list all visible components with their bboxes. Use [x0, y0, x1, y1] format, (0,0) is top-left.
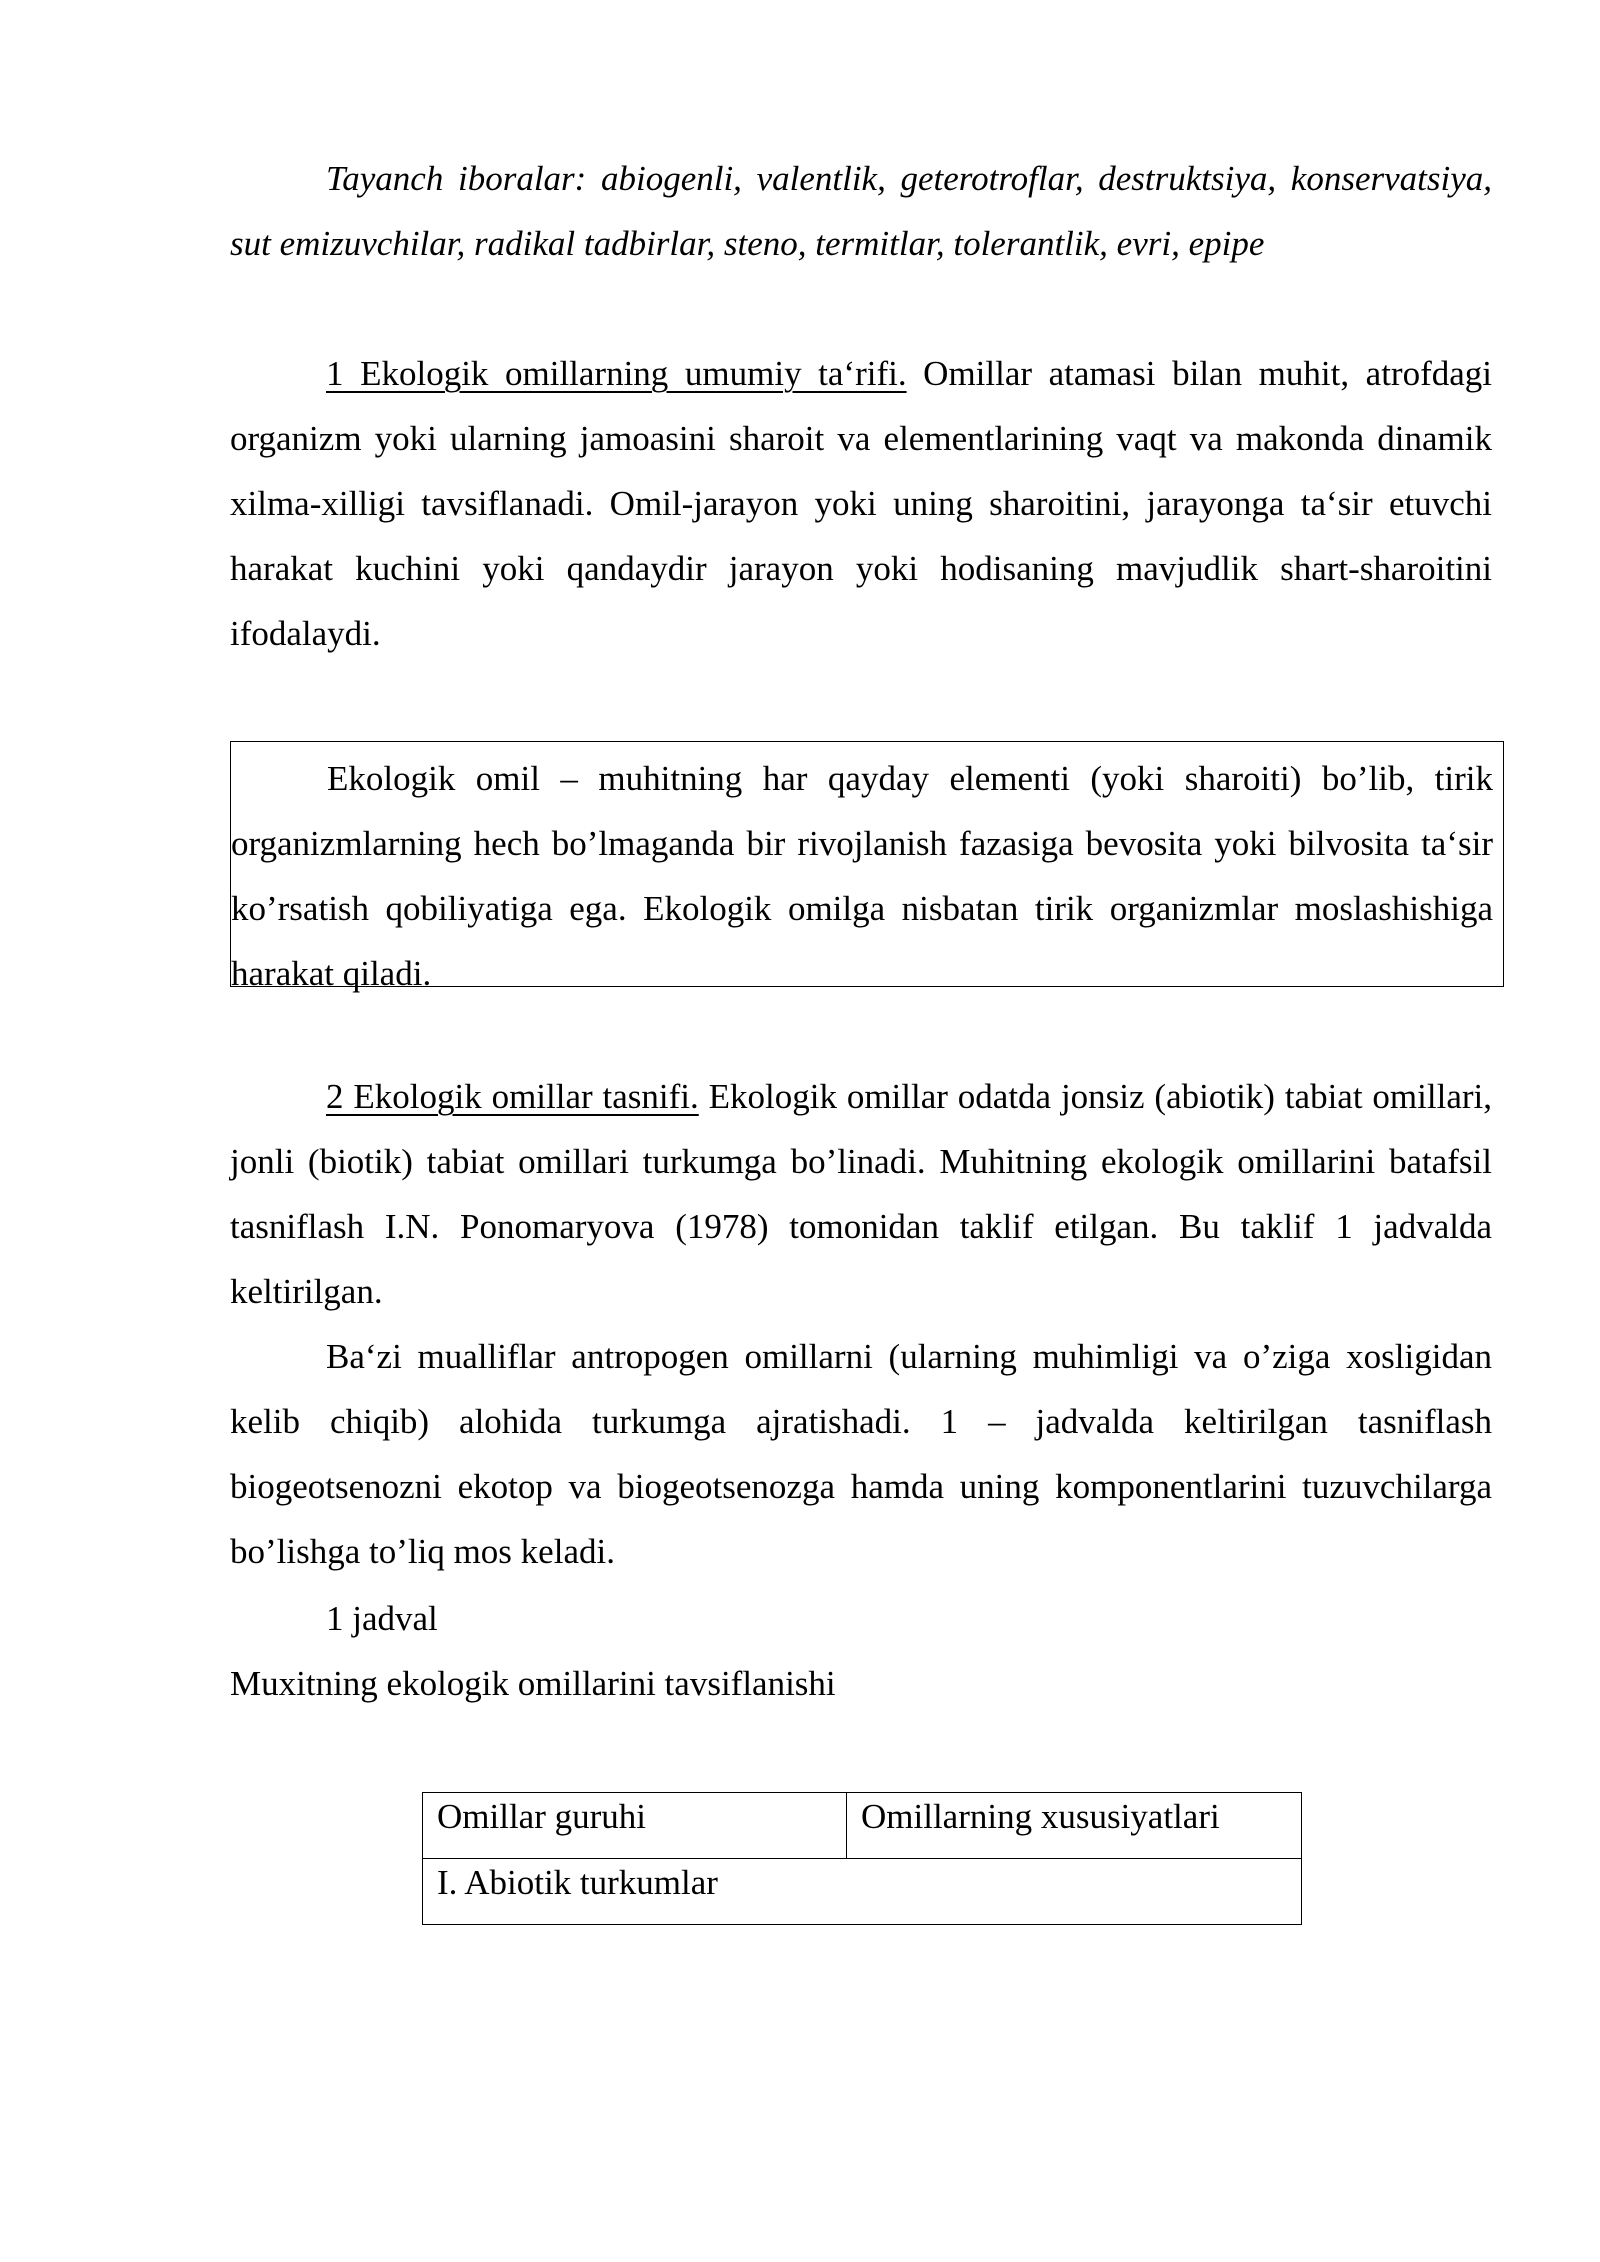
table-header-cell: Omillar guruhi — [423, 1793, 847, 1859]
section-3-paragraph: Ba‘zi mualliflar antropogen omillarni (ularning muhimligi va o’ziga xosligidan kelib chiqib) alohida turkumga ajratishadi. 1 – jadvalda keltirilgan tasniflash biogeotsenozni ekotop va biogeotsenozga hamda uning komponentlarini tuzuvchilarga bo’lishga to’liq mos keladi. — [230, 1337, 1492, 1571]
section-1-text: Omillar atamasi bilan muhit, atrofdagi organizm yoki ularning jamoasini sharoit va elementlarining vaqt va makonda dinamik xilma-xilligi tavsiflanadi. Omil-jarayon yoki uning sharoitini, jarayonga ta‘sir etuvchi harakat kuchini yoki qandaydir jarayon yoki hodisaning mavjudlik shart-sharoitini ifodalaydi. — [230, 354, 1492, 653]
table-title: Muxitning ekologik omillarini tavsiflanishi — [230, 1664, 836, 1703]
section-2-paragraph — [230, 1064, 1492, 1324]
table-row — [423, 1859, 1302, 1925]
section-2-heading: 2 Ekologik omillar tasnifi. — [326, 1077, 699, 1116]
classification-table — [422, 1792, 1302, 1925]
keywords-paragraph: Tayanch iboralar: abiogenli, valentlik, geterotroflar, destruktsiya, konservatsiya, sut emizuvchilar, radikal tadbirlar, steno, termitlar, tolerantlik, evri, epipe — [230, 159, 1492, 263]
table-header-cell: Omillarning xususiyatlari — [847, 1793, 1302, 1859]
definition-box — [230, 741, 1504, 993]
section-1-paragraph — [230, 341, 1492, 666]
table-number: 1 jadval — [326, 1599, 438, 1638]
table-cell: I. Abiotik turkumlar — [423, 1859, 1302, 1925]
table-header-row — [423, 1793, 1302, 1859]
definition-text: Ekologik omil – muhitning har qayday elementi (yoki sharoiti) bo’lib, tirik organizmlarning hech bo’lmaganda bir rivojlanish fazasiga bevosita yoki bilvosita ta‘sir ko’rsatish qobiliyatiga ega. Ekologik omilga nisbatan tirik organizmlar moslashishiga harakat qiladi. — [231, 759, 1493, 993]
section-1-heading: 1 Ekologik omillarning umumiy ta‘rifi. — [326, 354, 907, 393]
section-2-text: Ekologik omillar odatda jonsiz (abiotik) tabiat omillari, jonli (biotik) tabiat omillari turkumga bo’linadi. Muhitning ekologik omillarini batafsil tasniflash I.N. Ponomaryova (1978) tomonidan taklif etilgan. Bu taklif 1 jadvalda keltirilgan. — [230, 1077, 1492, 1311]
